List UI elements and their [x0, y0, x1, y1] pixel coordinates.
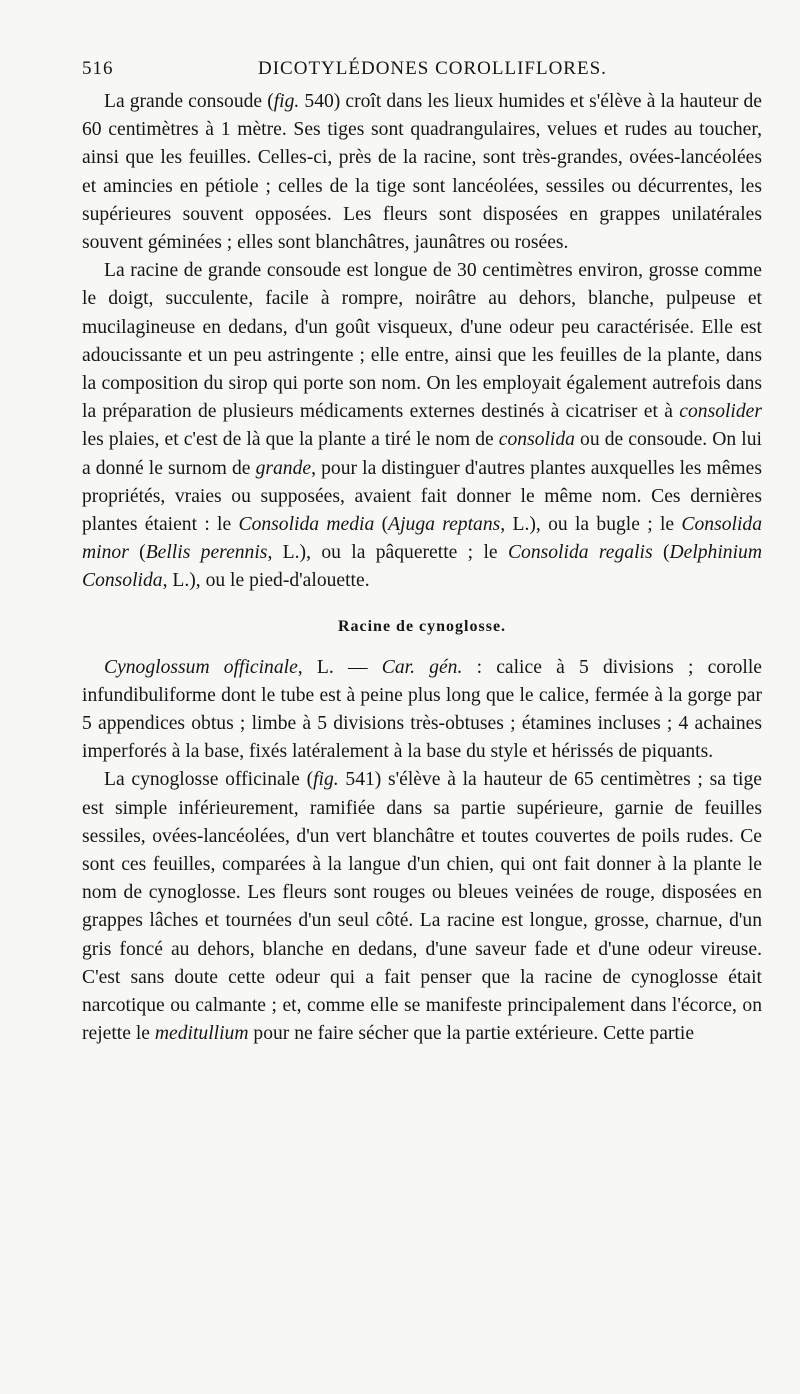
running-title: DICOTYLÉDONES COROLLIFLORES.: [258, 58, 607, 79]
paragraph-cynoglosse-description: La cynoglosse officinale (fig. 541) s'élève à la hauteur de 65 centimètres ; sa tige est simple inférieurement, ramifiée dans sa partie supérieure, garnie de feuilles sessiles, ovées-lancéolées, d'un vert blanchâtre et toutes couvertes de poils rudes. Ce sont ces feuilles, comparées à la langue d'un chien, qui ont fait donner à la plante le nom de cynoglosse. Les fleurs sont rouges ou bleues veinées de rouge, disposées en grappes lâches et tournées d'un seul côté. La racine est longue, grosse, charnue, d'un gris foncé au dehors, blanche en dedans, d'une saveur fade et d'une odeur vireuse. C'est sans doute cette odeur qui a fait penser que la racine de cynoglosse était narcotique ou calmante ; et, comme elle se manifeste principalement dans l'écorce, on rejette le meditullium pour ne faire sécher que la partie extérieure. Cette partie: [82, 769, 762, 1045]
italic-term: consolider: [679, 401, 762, 423]
paragraph-grande-consoude: La grande consoude (fig. 540) croît dans les lieux humides et s'élève à la hauteur de 60 centimètres à 1 mètre. Ses tiges sont quadrangulaires, velues et rudes au toucher, ainsi que les feuilles. Celles-ci, près de la racine, sont très-grandes, ovées-lancéolées et amincies en pétiole ; celles de la tige sont lancéolées, sessiles ou décurrentes, les supérieures souvent opposées. Les fleurs sont disposées en grappes unilatérales souvent géminées ; elles sont blanchâtres, jaunâtres ou rosées.: [82, 91, 762, 254]
italic-term: consolida: [498, 429, 575, 451]
italic-term: Consolida regalis: [507, 542, 653, 564]
italic-term: Consolida media: [238, 514, 375, 536]
italic-term: Ajuga reptans: [388, 514, 501, 536]
italic-term: fig.: [273, 91, 300, 112]
paragraph-racine-consoude: La racine de grande consoude est longue de 30 centimètres environ, grosse comme le doigt, succulente, facile à rompre, noirâtre au dehors, blanche, pulpeuse et mucilagineuse en dedans, d'un goût visqueux, d'une odeur peu caractérisée. Elle est adoucissante et un peu astringente ; elle entre, ainsi que les feuilles de la plante, dans la composition du sirop qui porte son nom. On les employait également autrefois dans la préparation de plusieurs médicaments externes destinés à cicatriser et à consolider les plaies, et c'est de là que la plante a tiré le nom de consolida ou de consoude. On lui a donné le surnom de grande, pour la distinguer d'autres plantes auxquelles les mêmes propriétés, vraies ou supposées, avaient fait donner le même nom. Ces dernières plantes étaient : le Consolida media (Ajuga reptans, L.), ou la bugle ; le Consolida minor (Bellis perennis, L.), ou la pâquerette ; le Consolida regalis (Delphinium Consolida, L.), ou le pied-d'alouette.: [82, 260, 762, 592]
section-body: [82, 654, 762, 1049]
book-page: [82, 58, 762, 1049]
italic-term: meditullium: [154, 1023, 249, 1045]
italic-term: Cynoglossum officinale: [104, 656, 298, 678]
italic-term: Consolida minor: [82, 514, 762, 564]
italic-term: Car. gén.: [381, 656, 463, 678]
main-text: [82, 88, 762, 1049]
italic-term: fig.: [313, 769, 339, 791]
section-heading: Racine de cynoglosse.: [337, 617, 507, 635]
italic-term: Bellis perennis: [145, 542, 268, 564]
page-number: 516: [82, 58, 114, 79]
running-header: [82, 58, 762, 88]
italic-term: grande: [255, 457, 312, 479]
italic-term: Delphinium Consolida: [82, 542, 762, 592]
paragraph-cynoglossum-characters: Cynoglossum officinale, L. — Car. gén. : calice à 5 divisions ; corolle infundibuliforme dont le tube est à peine plus long que le calice, fermée à la gorge par 5 appendices obtus ; limbe à 5 divisions très-obtuses ; étamines incluses ; 4 achaines imperforés à la base, fixés latéralement à la base du style et hérissés de piquants.: [82, 656, 762, 763]
